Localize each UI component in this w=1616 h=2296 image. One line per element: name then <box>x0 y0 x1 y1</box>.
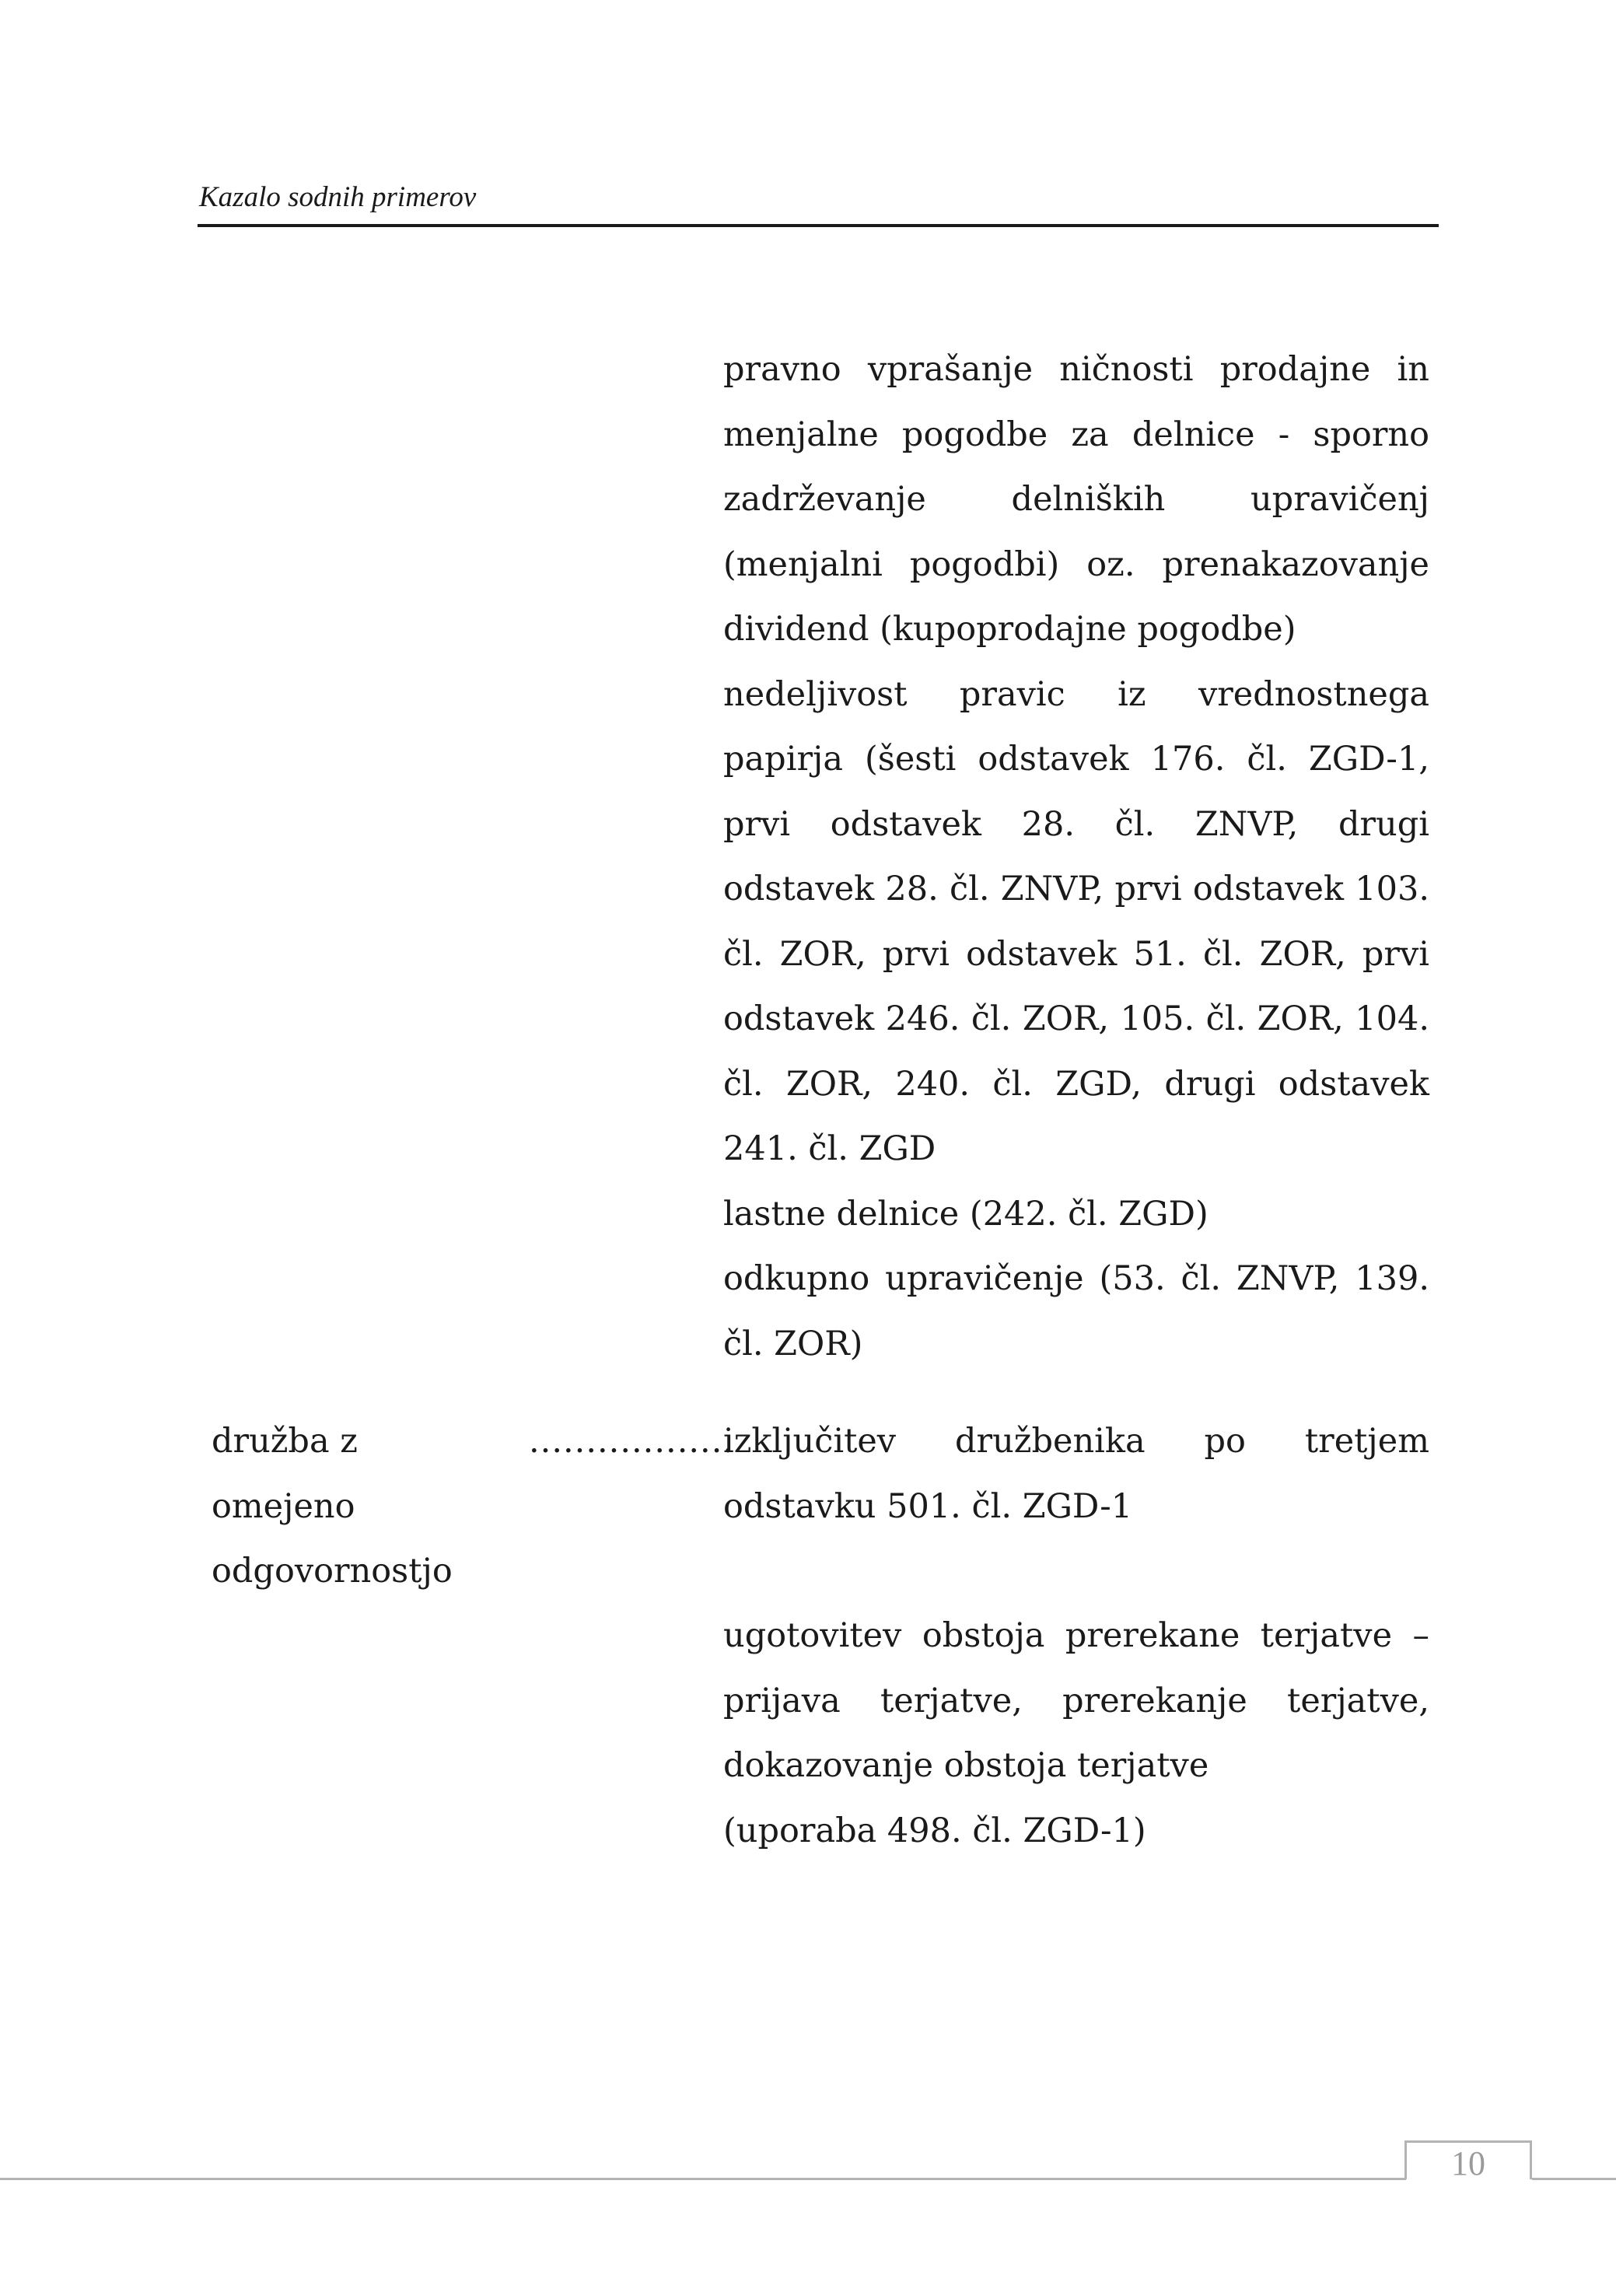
header-rule <box>198 224 1439 227</box>
entry-item: nedeljivost pravic iz vrednostnega papirja (šesti odstavek 176. čl. ZGD-1, prvi odstavek 28. čl. ZNVP, drugi odstavek 28. čl. ZNVP, prvi odstavek 103. čl. ZOR, prvi odstavek 51. čl. ZOR, prvi odstavek 246. čl. ZOR, 105. čl. ZOR, 104. čl. ZOR, 240. čl. ZGD, drugi odstavek 241. čl. ZGD <box>723 674 1429 1168</box>
entry-item: lastne delnice (242. čl. ZGD) <box>723 1194 1209 1234</box>
entry-item: ugotovitev obstoja prerekane terjatve – prijava terjatve, prerekanje terjatve, dokazovanje obstoja terjatve <box>723 1616 1429 1785</box>
entry-item: odkupno upravičenje (53. čl. ZNVP, 139. čl. ZOR) <box>723 1259 1429 1363</box>
page-number: 10 <box>1451 2144 1485 2182</box>
footer-rule-right <box>1532 2178 1616 2180</box>
running-header: Kazalo sodnih primerov <box>199 181 477 213</box>
dot-leader: .................. <box>529 1422 735 1461</box>
entry-item: pravno vprašanje ničnosti prodajne in menjalne pogodbe za delnice - sporno zadrževanje delniških upravičenj (menjalni pogodbi) oz. prenakazovanje dividend (kupoprodajne pogodbe) <box>723 350 1429 649</box>
entry-item: (uporaba 498. čl. ZGD-1) <box>723 1811 1146 1850</box>
term-entry-2 <box>723 1604 1429 1864</box>
footer-rule <box>0 2178 1406 2180</box>
index-term: družba z omejeno odgovornostjo <box>212 1422 453 1591</box>
entries-top <box>723 338 1429 1377</box>
entry-item: izključitev družbenika po tretjem odstavku 501. čl. ZGD-1 <box>723 1422 1429 1526</box>
term-entry <box>723 1409 1429 1539</box>
